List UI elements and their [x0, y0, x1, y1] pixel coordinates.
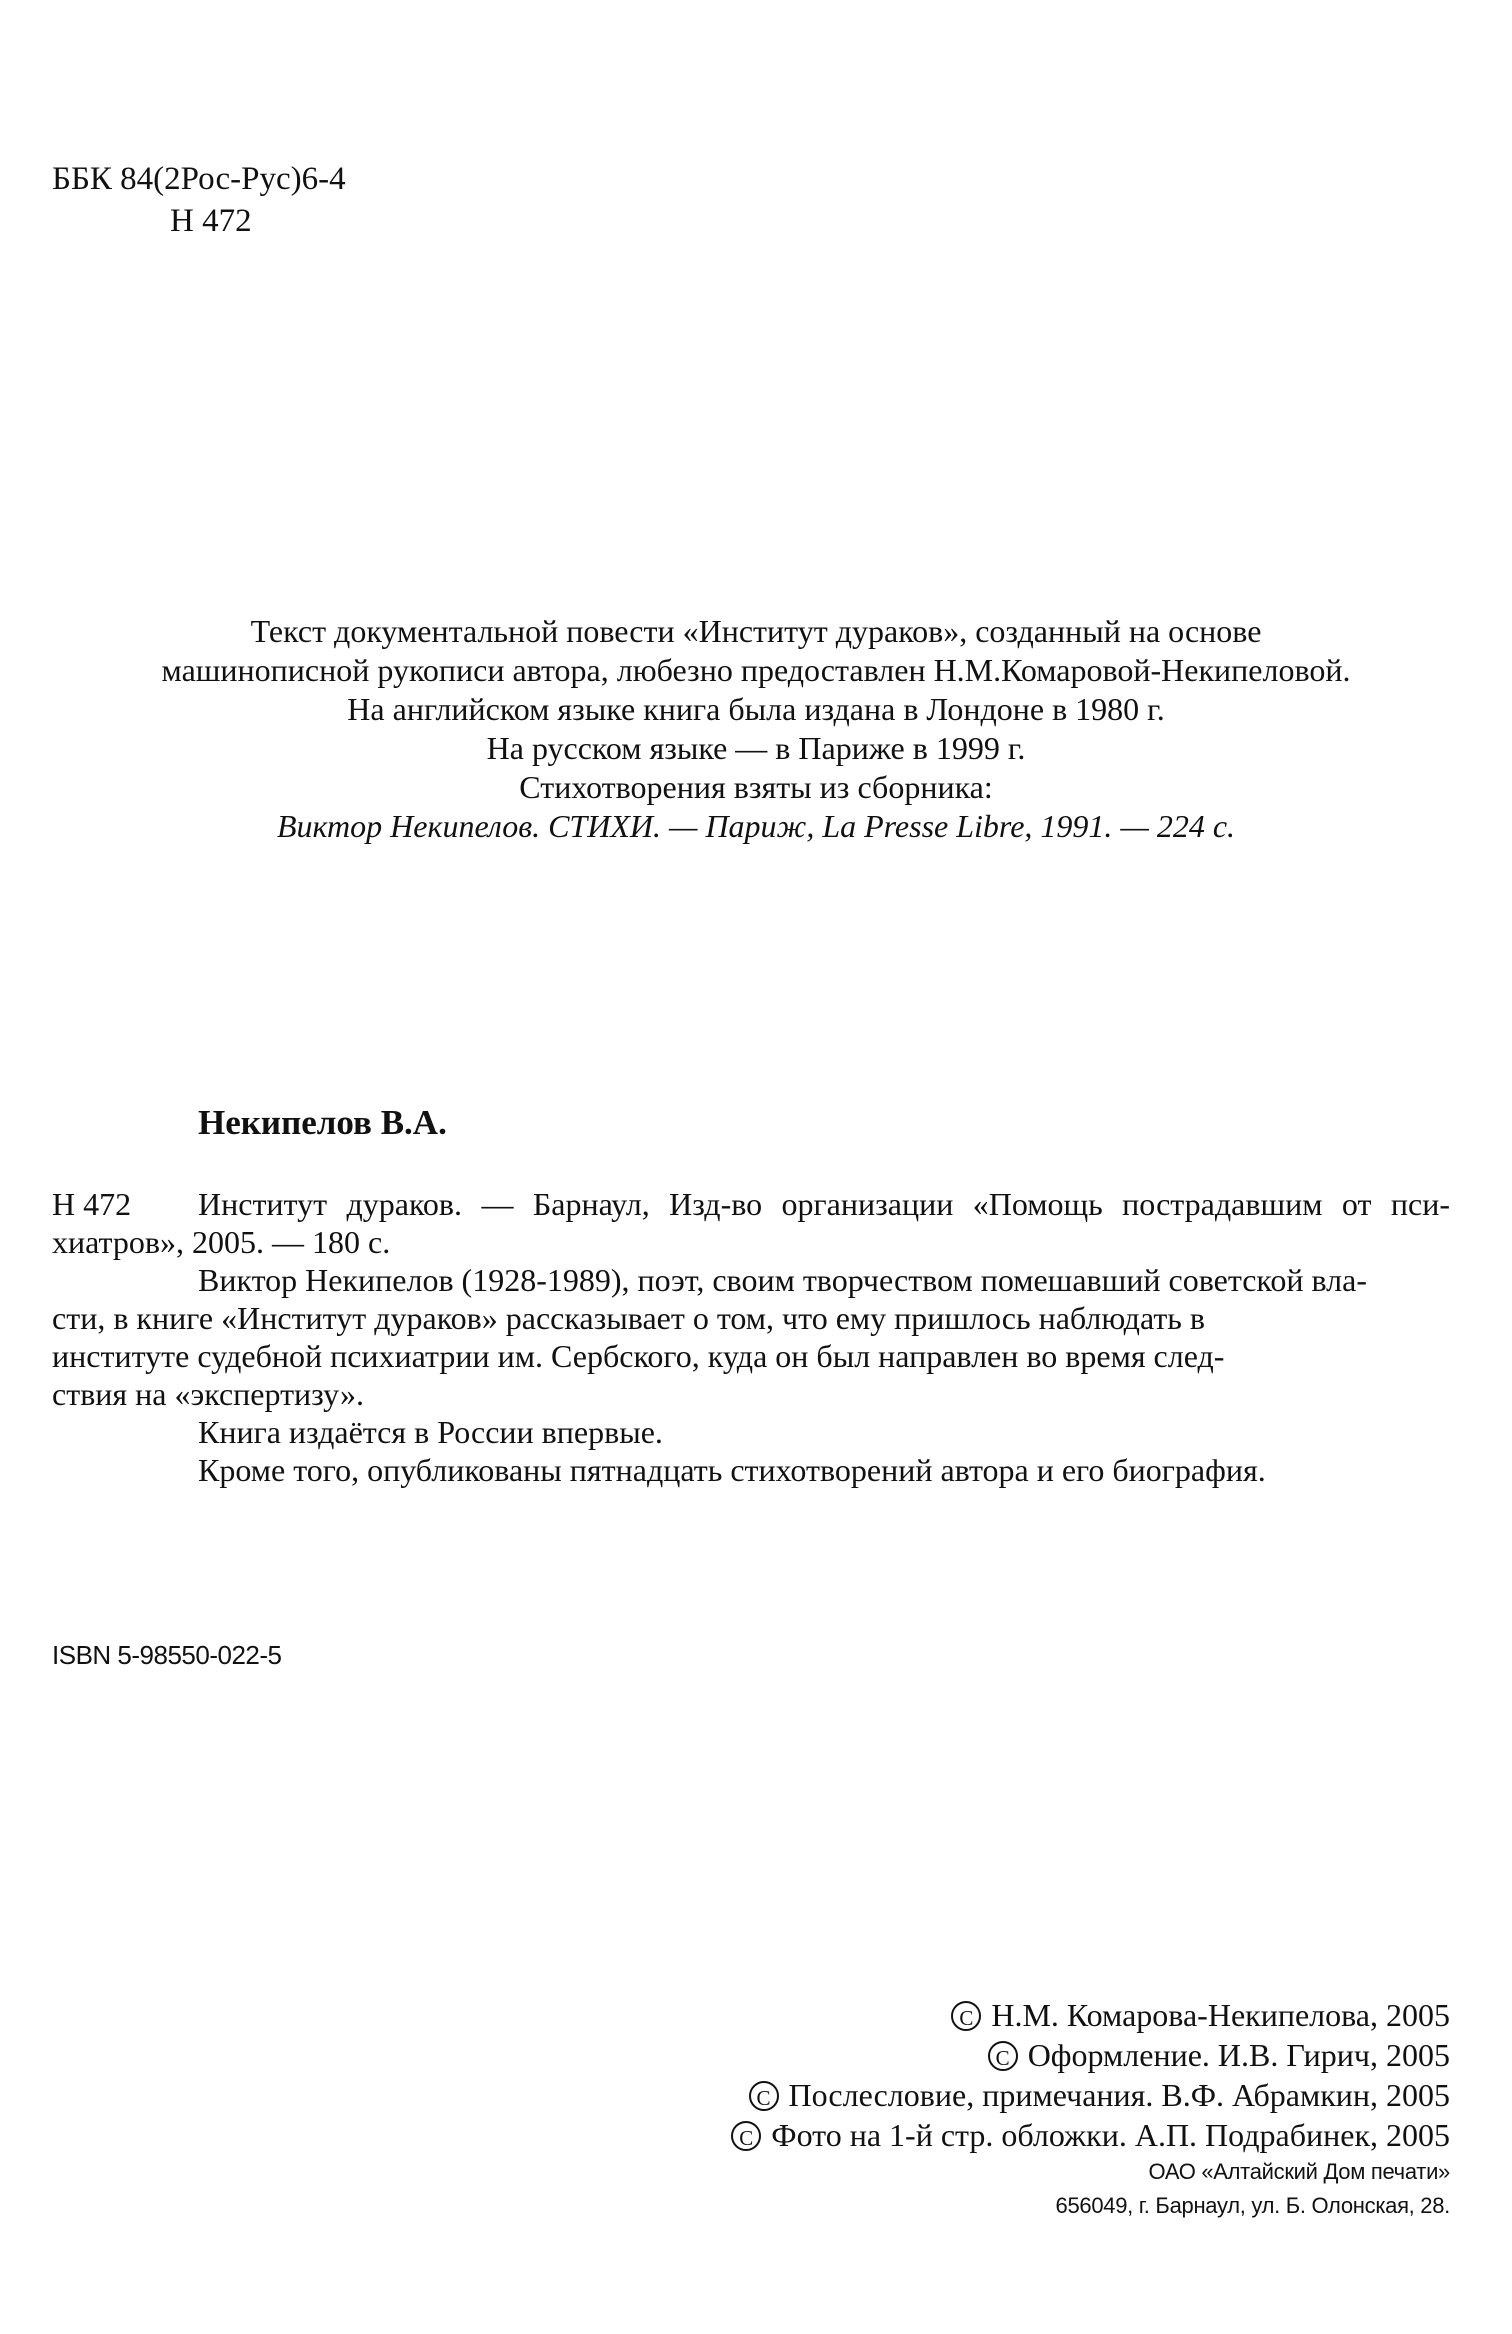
source-line: машинописной рукописи автора, любезно предоставлен Н.М.Комаровой-Некипеловой. [161, 652, 1351, 688]
record-author: Некипелов В.А. [198, 1103, 447, 1142]
source-line: На английском языке книга была издана в Лондоне в 1980 г. [347, 691, 1165, 727]
source-line: Текст документальной повести «Институт дураков», созданный на основе [250, 613, 1262, 649]
copyright-icon: C [749, 2081, 779, 2111]
copyright-line [731, 2035, 1450, 2075]
printer-name: ОАО «Алтайский Дом печати» [1148, 2159, 1450, 2184]
source-line: Стихотворения взяты из сборника: [519, 769, 993, 805]
printer-address: 656049, г. Барнаул, ул. Б. Олонская, 28. [1055, 2193, 1450, 2218]
copyright-text: Фото на 1-й стр. обложки. А.П. Подрабинек, 2005 [771, 2117, 1450, 2153]
copyright-text: Оформление. И.В. Гирич, 2005 [1027, 2037, 1450, 2073]
copyright-icon: C [988, 2041, 1018, 2071]
bbk-classification: ББК 84(2Рос-Рус)6-4 [52, 161, 346, 197]
record-note: Кроме того, опубликованы пятнадцать стихотворений автора и его биография. [198, 1452, 1266, 1488]
catalog-record [52, 1185, 1450, 1489]
bbk-code [52, 158, 346, 242]
copyright-text: Послесловие, примечания. В.Ф. Абрамкин, 2005 [788, 2077, 1450, 2113]
annotation-line: Виктор Некипелов (1928-1989), поэт, своим творчеством помешавший советской вла- [198, 1262, 1367, 1298]
copyright-icon: C [731, 2121, 761, 2151]
source-line: На русском языке — в Париже в 1999 г. [486, 730, 1026, 766]
annotation-line: ствия на «экспертизу». [52, 1376, 364, 1412]
copyright-line [731, 2075, 1450, 2115]
printer-imprint [1056, 2155, 1450, 2223]
record-title [52, 1185, 1450, 1261]
record-note: Книга издаётся в России впервые. [198, 1414, 663, 1450]
copyright-icon: C [951, 2001, 981, 2031]
record-title-line: хиатров», 2005. — 180 с. [52, 1224, 391, 1260]
copyright-line [731, 2115, 1450, 2155]
record-annotation [52, 1261, 1450, 1413]
copyright-line [731, 1995, 1450, 2035]
source-citation: Виктор Некипелов. СТИХИ. — Париж, La Presse Libre, 1991. — 224 с. [276, 808, 1236, 844]
isbn: ISBN 5-98550-022-5 [52, 1640, 282, 1670]
record-title-line: Институт дураков. — Барнаул, Изд-во организации «Помощь пострадавшим от пси- [198, 1186, 1450, 1222]
record-index: Н 472 [52, 1186, 132, 1222]
annotation-line: институте судебной психиатрии им. Сербского, куда он был направлен во время след- [52, 1338, 1225, 1374]
source-note [0, 612, 1512, 846]
copyright-text: Н.М. Комарова-Некипелова, 2005 [991, 1997, 1450, 2033]
annotation-line: сти, в книге «Институт дураков» рассказывает о том, что ему пришлось наблюдать в [52, 1300, 1205, 1336]
copyright-block [731, 1995, 1450, 2155]
bbk-author-mark: Н 472 [170, 203, 252, 239]
